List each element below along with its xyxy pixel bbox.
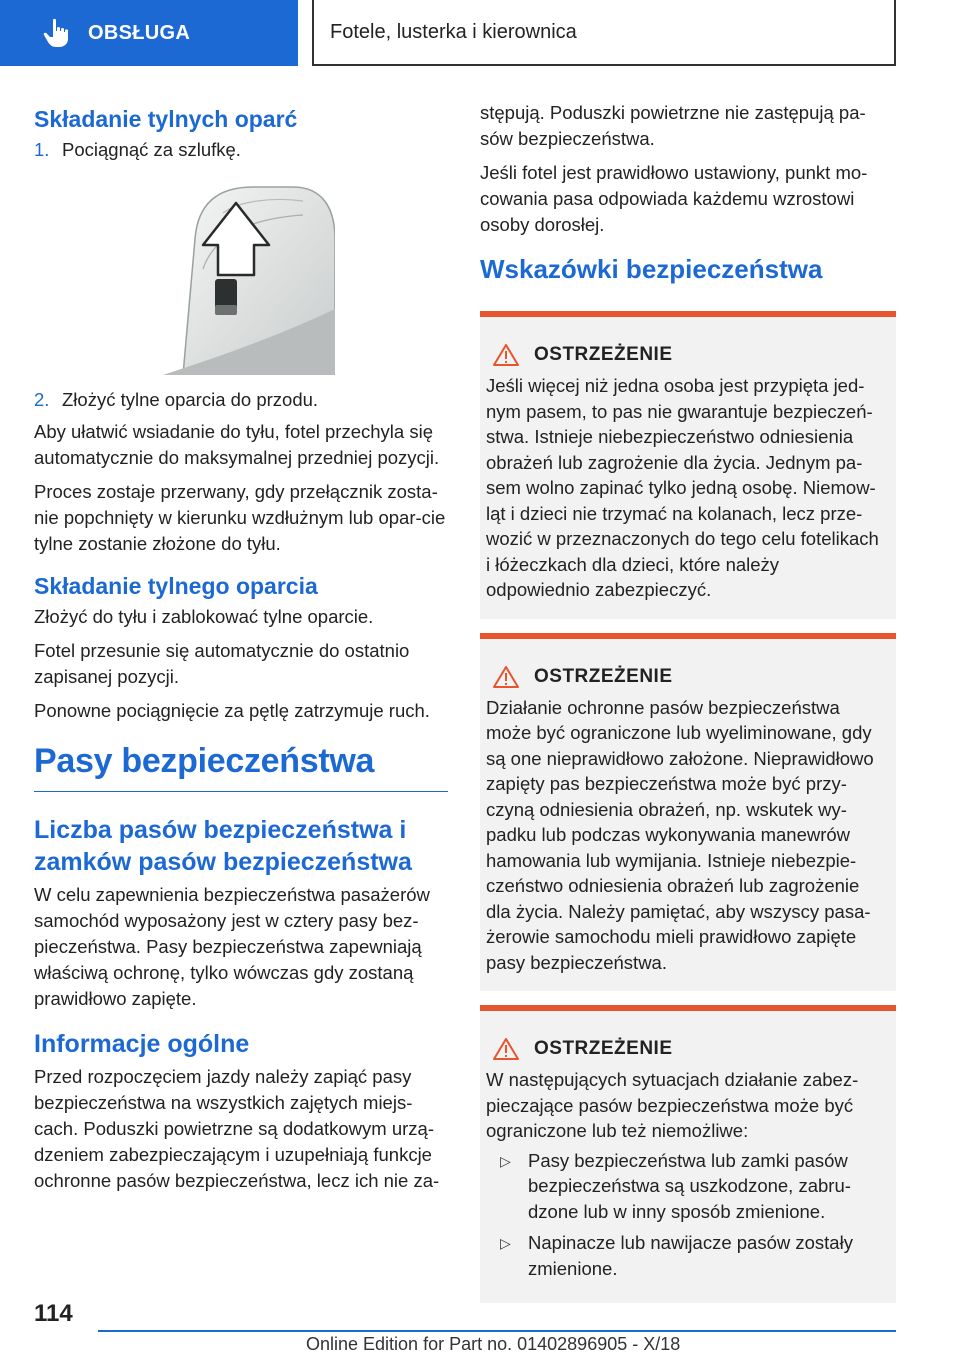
step-text: Pociągnąć za szlufkę. (62, 139, 241, 160)
heading-belt-count: Liczba pasów bezpieczeństwa i zamków pasów bezpieczeństwa (34, 816, 412, 876)
warning-text: W następujących sytuacjach działanie zabez-pieczające pasów bezpieczeństwa może być ograniczone lub też niemożliwe: (486, 1069, 859, 1141)
page-number: 114 (34, 1300, 73, 1327)
warning-triangle-icon (492, 1037, 520, 1061)
heading-fold-rear-backrests: Składanie tylnych oparć (34, 106, 298, 132)
paragraph: Jeśli fotel jest prawidłowo ustawiony, punkt mo-cowania pasa odpowiada każdemu wzrostowi osoby dorosłej. (480, 162, 868, 235)
left-column (34, 100, 448, 1202)
step-1 (34, 137, 448, 163)
list-item-text: Napinacze lub nawijacze pasów zostały zmienione. (528, 1232, 853, 1279)
list-item-text: Pasy bezpieczeństwa lub zamki pasów bezpieczeństwa są uszkodzone, zabru-dzone lub w inny sposób zmienione. (528, 1149, 851, 1222)
warning-triangle-icon (492, 343, 520, 367)
bullet-marker-icon: ▷ (500, 1235, 511, 1251)
warning-text: Jeśli więcej niż jedna osoba jest przypięta jed-nym pasem, to pas nie gwarantuje bezpieczeń-stwa. Istnieje niebezpieczeństwo odniesienia obrażeń lub zagrożenie dla życia. Jednym pa-sem wolno zapinać tylko jedną osobę. Niemow-ląt i dzieci nie trzymać na kolanach, lecz prze-wozić w przeznaczonych do tego celu fotelikach i łóżeczkach dla dzieci, które należy odpowiednio zabezpieczyć. (486, 375, 879, 600)
bullet-marker-icon: ▷ (500, 1152, 511, 1169)
warning-title: OSTRZEŻENIE (534, 1038, 673, 1059)
heading-fold-single-backrest: Składanie tylnego oparcia (34, 573, 318, 599)
section-tab (0, 0, 298, 66)
paragraph: Złożyć do tyłu i zablokować tylne oparcie. (34, 606, 374, 627)
warning-header (486, 665, 886, 689)
warning-bullet-list (486, 1148, 886, 1282)
paragraph: Ponowne pociągnięcie za pętlę zatrzymuje ruch. (34, 700, 430, 721)
list-item (500, 1148, 886, 1225)
paragraph: Aby ułatwić wsiadanie do tyłu, fotel przechyla się automatycznie do maksymalnej przedniej pozycji. (34, 421, 440, 468)
paragraph: Przed rozpoczęciem jazdy należy zapiąć pasy bezpieczeństwa na wszystkich zajętych miejs-cach. Poduszki powietrzne są dodatkowym urzą-dzeniem zabezpieczającym i uzupełniają funkcje ochronne pasów bezpieczeństwa, lecz ich nie za- (34, 1066, 440, 1191)
warning-box (480, 311, 896, 619)
warning-text: Działanie ochronne pasów bezpieczeństwa może być ograniczone lub wyeliminowane, gdy są one nieprawidłowo założone. Nieprawidłowo zapięty pas bezpieczeństwa może być przy-czyną odniesienia obrażeń, np. wskutek wy-padku lub podczas wykonywania manewrów hamowania lub wymijania. Istnieje niebezpie-czeństwo odniesienia obrażeń lub zagrożenie dla życia. Należy pamiętać, aby wszyscy pasa-żerowie samochodu mieli prawidłowo zapięte pasy bezpieczeństwa. (486, 696, 874, 973)
warning-header (486, 1037, 886, 1061)
warning-box (480, 633, 896, 992)
warning-title: OSTRZEŻENIE (534, 665, 673, 687)
seat-loop-illustration (103, 179, 335, 375)
step-number: 2. (34, 389, 50, 410)
paragraph: W celu zapewnienia bezpieczeństwa pasażerów samochód wyposażony jest w cztery pasy bez-pieczeństwa. Pasy bezpieczeństwa zapewniają właściwą ochronę, tylko wówczas gdy zostaną prawidłowo zapięte. (34, 884, 430, 1009)
step-2 (34, 387, 448, 413)
step-number: 1. (34, 139, 50, 160)
warning-box (480, 1005, 896, 1303)
footer-divider (98, 1330, 896, 1332)
paragraph: Proces zostaje przerwany, gdy przełącznik zosta-nie popchnięty w kierunku wzdłużnym lub opar-cie tylne zostanie złożone do tyłu. (34, 481, 446, 554)
right-column (480, 100, 896, 1317)
step-text: Złożyć tylne oparcia do przodu. (62, 389, 319, 410)
heading-general-info: Informacje ogólne (34, 1030, 250, 1058)
chapter-title: Fotele, lusterka i kierownica (312, 0, 896, 66)
warning-title: OSTRZEŻENIE (534, 344, 673, 365)
hand-pointer-icon (40, 16, 74, 50)
heading-safety-notes: Wskazówki bezpieczeństwa (480, 254, 823, 284)
heading-seat-belts: Pasy bezpieczeństwa (34, 742, 448, 792)
warning-header (486, 343, 886, 367)
paragraph: Fotel przesunie się automatycznie do ostatnio zapisanej pozycji. (34, 640, 410, 687)
section-label: OBSŁUGA (88, 21, 191, 44)
paragraph: stępują. Poduszki powietrzne nie zastępują pa-sów bezpieczeństwa. (480, 102, 866, 149)
warning-triangle-icon (492, 665, 520, 689)
edition-note: Online Edition for Part no. 01402896905 - X/18 (306, 1334, 681, 1354)
list-item (500, 1230, 886, 1281)
